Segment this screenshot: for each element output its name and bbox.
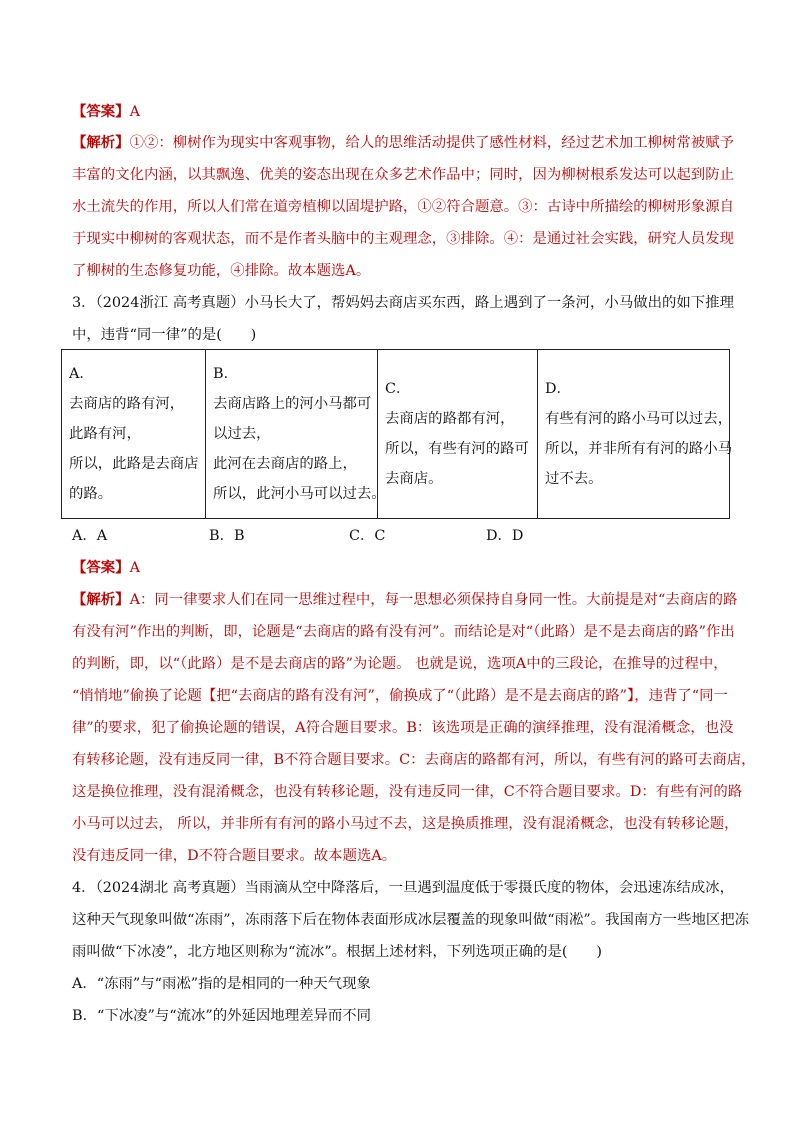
answer-value: A [129, 104, 140, 120]
question-4-stem: 雨叫做“下冰凌”，北方地区则称为“流冰”。根据上述材料，下列选项正确的是( ) [72, 944, 602, 960]
analysis-text: 有没有河”作出的判断，即，论题是“去商店的路有没有河”。而结论是对“（此路）是不是去商店的路”作出 [72, 624, 735, 640]
option-label: B． [213, 366, 238, 382]
analysis-text: 了柳树的生态修复功能，④排除。故本题选A。 [72, 263, 371, 279]
option-label: D． [545, 381, 571, 397]
question-4-option-b: B．“下冰凌”与“流冰”的外延因地理差异而不同 [72, 1008, 372, 1024]
analysis-text: 水土流失的作用，所以人们常在道旁植柳以固堤护路，①②符合题意。③：古诗中所描绘的柳树形象源自 [72, 199, 734, 215]
option-text: 此河在去商店的路上， [213, 456, 357, 472]
analysis-tag: 【解析】 [72, 591, 130, 608]
answer-line-1 [72, 102, 732, 122]
options-table [61, 349, 733, 519]
answer-tag: 【答案】 [72, 559, 130, 576]
analysis-line [72, 590, 738, 610]
question-3-stem: 3．（2024浙江 高考真题）小马长大了，帮妈妈去商店买东西，路上遇到了一条河，小马做出的如下推理 [72, 295, 734, 311]
option-cell-a [62, 350, 206, 519]
option-text: 的路。 [69, 486, 113, 502]
choice-b: B．B [209, 528, 245, 544]
question-3-stem: 中，违背“同一律”的是( ) [72, 327, 257, 343]
analysis-text: 律”的要求，犯了偷换论题的错误，A符合题目要求。B：该选项是正确的演绎推理，没有混淆概念，也没 [72, 720, 734, 736]
option-text: 所以，此路是去商店 [69, 456, 199, 472]
analysis-text: 丰富的文化内涵，以其飘逸、优美的姿态出现在众多艺术作品中；同时，因为柳树根系发达可以起到防止 [72, 167, 734, 183]
option-text: 所以，此河小马可以过去。 [213, 486, 386, 502]
option-text: 所以，有些有河的路可 [385, 441, 529, 457]
analysis-text: 没有违反同一律，D不符合题目要求。故本题选A。 [72, 848, 397, 864]
option-text: 此路有河， [69, 426, 141, 442]
analysis-line [72, 133, 732, 153]
analysis-text: 这是换位推理，没有混淆概念，也没有转移论题，没有违反同一律，C不符合题目要求。D：有些有河的路 [72, 784, 743, 800]
option-text: 去商店路上的河小马都可 [213, 396, 372, 412]
analysis-text: 有转移论题，没有违反同一律，B不符合题目要求。C：去商店的路都有河，所以，有些有河的路可去商店， [72, 752, 756, 768]
answer-line-2 [72, 558, 732, 578]
question-4-stem: 这种天气现象叫做“冻雨”，冻雨落下后在物体表面形成冰层覆盖的现象叫做“雨凇”。我国南方一些地区把冻 [72, 912, 750, 928]
option-label: A． [69, 366, 94, 382]
option-cell-d [538, 350, 733, 519]
option-text: 有些有河的路小马可以过去， [545, 411, 733, 427]
analysis-text: 的判断，即，以“（此路）是不是去商店的路”为论题。 也就是说，选项A中的三段论，在推导的过程中， [72, 656, 728, 672]
option-text: 过不去。 [545, 471, 603, 487]
question-4-option-a: A．“冻雨”与“雨凇”指的是相同的一种天气现象 [72, 976, 371, 992]
option-text: 去商店的路有河， [69, 396, 185, 412]
analysis-text: ①②：柳树作为现实中客观事物，给人的思维活动提供了感性材料，经过艺术加工柳树常被赋予 [129, 135, 734, 151]
answer-value: A [129, 560, 140, 576]
option-label: C． [385, 381, 411, 397]
option-cell-b [206, 350, 386, 519]
question-4-stem: 4．（2024湖北 高考真题）当雨滴从空中降落后，一旦遇到温度低于零摄氏度的物体，会迅速冻结成冰， [72, 880, 734, 896]
option-text: 去商店的路都有河， [385, 411, 515, 427]
choice-a: A．A [72, 528, 108, 544]
analysis-text: “悄悄地”偷换了论题【把“去商店的路有没有河”，偷换成了“（此路）是不是去商店的路”】，违背了“同一 [72, 688, 728, 704]
answer-tag: 【答案】 [72, 103, 130, 120]
analysis-text: 于现实中柳树的客观状态，而不是作者头脑中的主观理念，③排除。④：是通过社会实践，研究人员发现 [72, 231, 734, 247]
choice-c: C．C [349, 528, 386, 544]
analysis-text: A：同一律要求人们在同一思维过程中，每一思想必须保持自身同一性。大前提是对“去商店的路 [129, 592, 738, 608]
analysis-tag: 【解析】 [72, 134, 130, 151]
option-cell-c [378, 350, 538, 519]
analysis-text: 小马可以过去， 所以，并非所有有河的路小马过不去，这是换质推理，没有混淆概念，也没有转移论题， [72, 816, 739, 832]
choice-d: D．D [486, 528, 524, 544]
option-text: 以过去， [213, 426, 271, 442]
option-text: 所以，并非所有有河的路小马 [545, 441, 733, 457]
option-text: 去商店。 [385, 471, 443, 487]
